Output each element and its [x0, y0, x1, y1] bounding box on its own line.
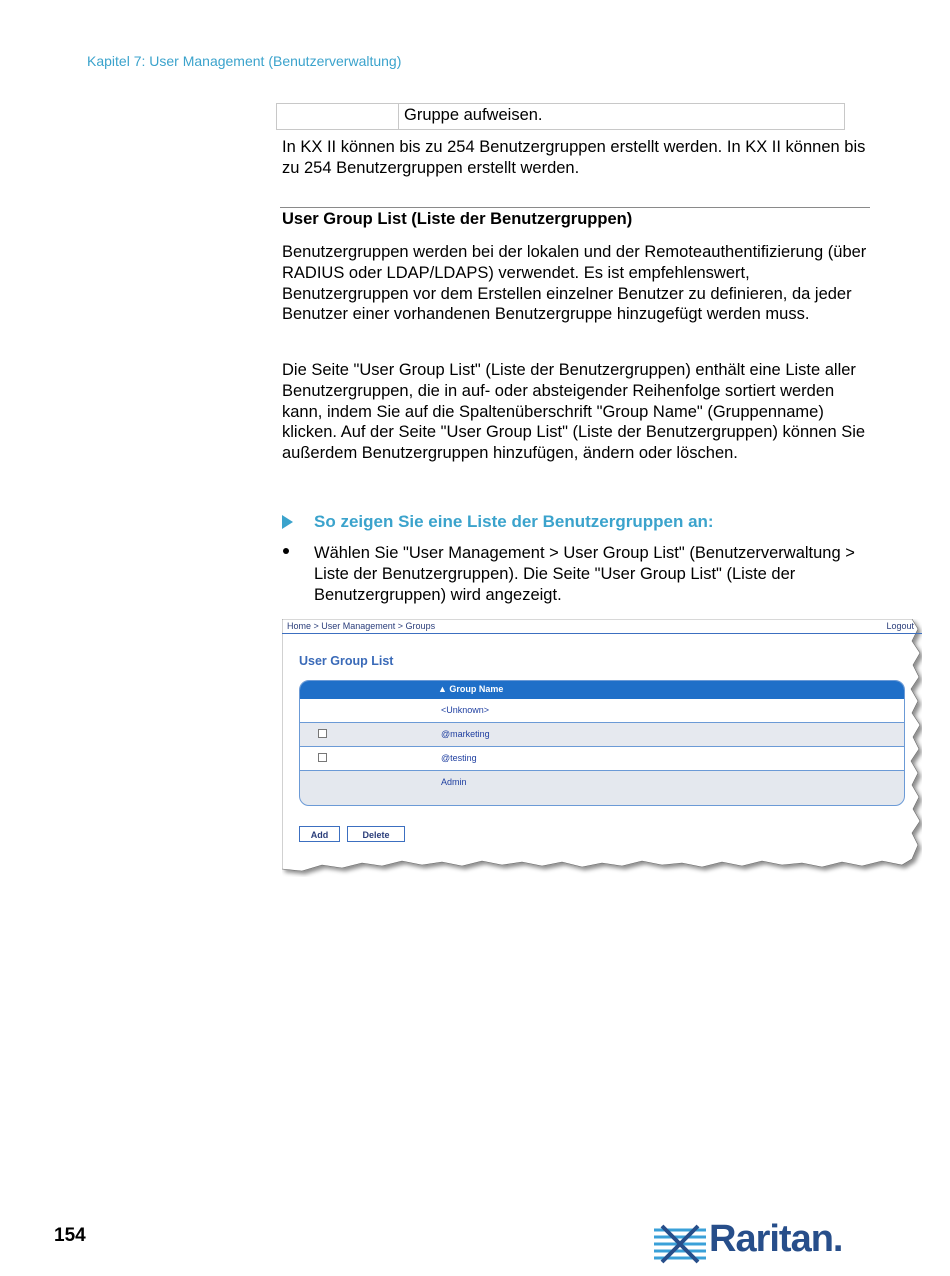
- logo-wordmark: Raritan.: [709, 1218, 843, 1260]
- section-rule: [280, 207, 870, 208]
- user-group-list-screenshot: [282, 619, 922, 877]
- group-table: [299, 680, 905, 806]
- row-checkbox[interactable]: [318, 729, 327, 738]
- table-row: [300, 699, 904, 723]
- logout-link[interactable]: Logout: [886, 621, 914, 631]
- breadcrumb-divider: [282, 633, 922, 634]
- group-name-link[interactable]: @testing: [441, 753, 477, 763]
- section-paragraph-2: Die Seite "User Group List" (Liste der Benutzergruppen) enthält eine Liste aller Benutzergruppen, die in auf- oder absteigender Reihenfolge sortiert werden kann, indem Sie auf die Spaltenüberschrift "Group Name" (Gruppenname) klicken. Auf der Seite "User Group List" (Liste der Benutzergruppen) können Sie außerdem Benutzergruppen hinzufügen, ändern oder löschen.: [282, 361, 866, 463]
- group-name-link[interactable]: Admin: [441, 777, 467, 787]
- group-table-header: [300, 681, 904, 699]
- raritan-logo: [652, 1218, 852, 1266]
- raritan-logo-icon: [652, 1224, 708, 1264]
- add-button[interactable]: Add: [299, 826, 340, 842]
- row-checkbox[interactable]: [318, 753, 327, 762]
- intro-paragraph: In KX II können bis zu 254 Benutzergruppen erstellt werden. In KX II können bis zu 254 Benutzergruppen erstellt werden.: [282, 138, 866, 177]
- table-row: [300, 723, 904, 747]
- group-name-column-header[interactable]: ▲ Group Name: [438, 684, 504, 694]
- delete-button[interactable]: Delete: [347, 826, 405, 842]
- table-row: [300, 747, 904, 771]
- section-heading: User Group List (Liste der Benutzergruppen): [282, 210, 633, 228]
- user-group-list-title: User Group List: [299, 654, 394, 668]
- table-fragment: [276, 103, 845, 130]
- procedure-title: So zeigen Sie eine Liste der Benutzergruppen an:: [314, 512, 714, 531]
- group-name-link[interactable]: <Unknown>: [441, 705, 490, 715]
- chapter-header: Kapitel 7: User Management (Benutzerverwaltung): [87, 53, 402, 69]
- procedure-step: Wählen Sie "User Management > User Group List" (Benutzerverwaltung > Liste der Benutzergruppen). Die Seite "User Group List" (Liste der Benutzergruppen) wird angezeigt.: [314, 544, 855, 604]
- table-cell: Gruppe aufweisen.: [404, 106, 543, 124]
- breadcrumb[interactable]: Home > User Management > Groups: [287, 621, 436, 631]
- section-paragraph-1: Benutzergruppen werden bei der lokalen und der Remoteauthentifizierung (über RADIUS oder LDAP/LDAPS) verwendet. Es ist empfehlenswert, Benutzergruppen vor dem Erstellen einzelner Benutzer zu definieren, da jeder Benutzer einer vorhandenen Benutzergruppe hinzugefügt werden muss.: [282, 243, 867, 324]
- group-name-link[interactable]: @marketing: [441, 729, 490, 739]
- page-number: 154: [54, 1225, 86, 1246]
- procedure-arrow-icon: [282, 515, 293, 529]
- bullet-icon: [283, 548, 289, 554]
- table-column-divider: [398, 104, 399, 129]
- table-row: [300, 771, 904, 794]
